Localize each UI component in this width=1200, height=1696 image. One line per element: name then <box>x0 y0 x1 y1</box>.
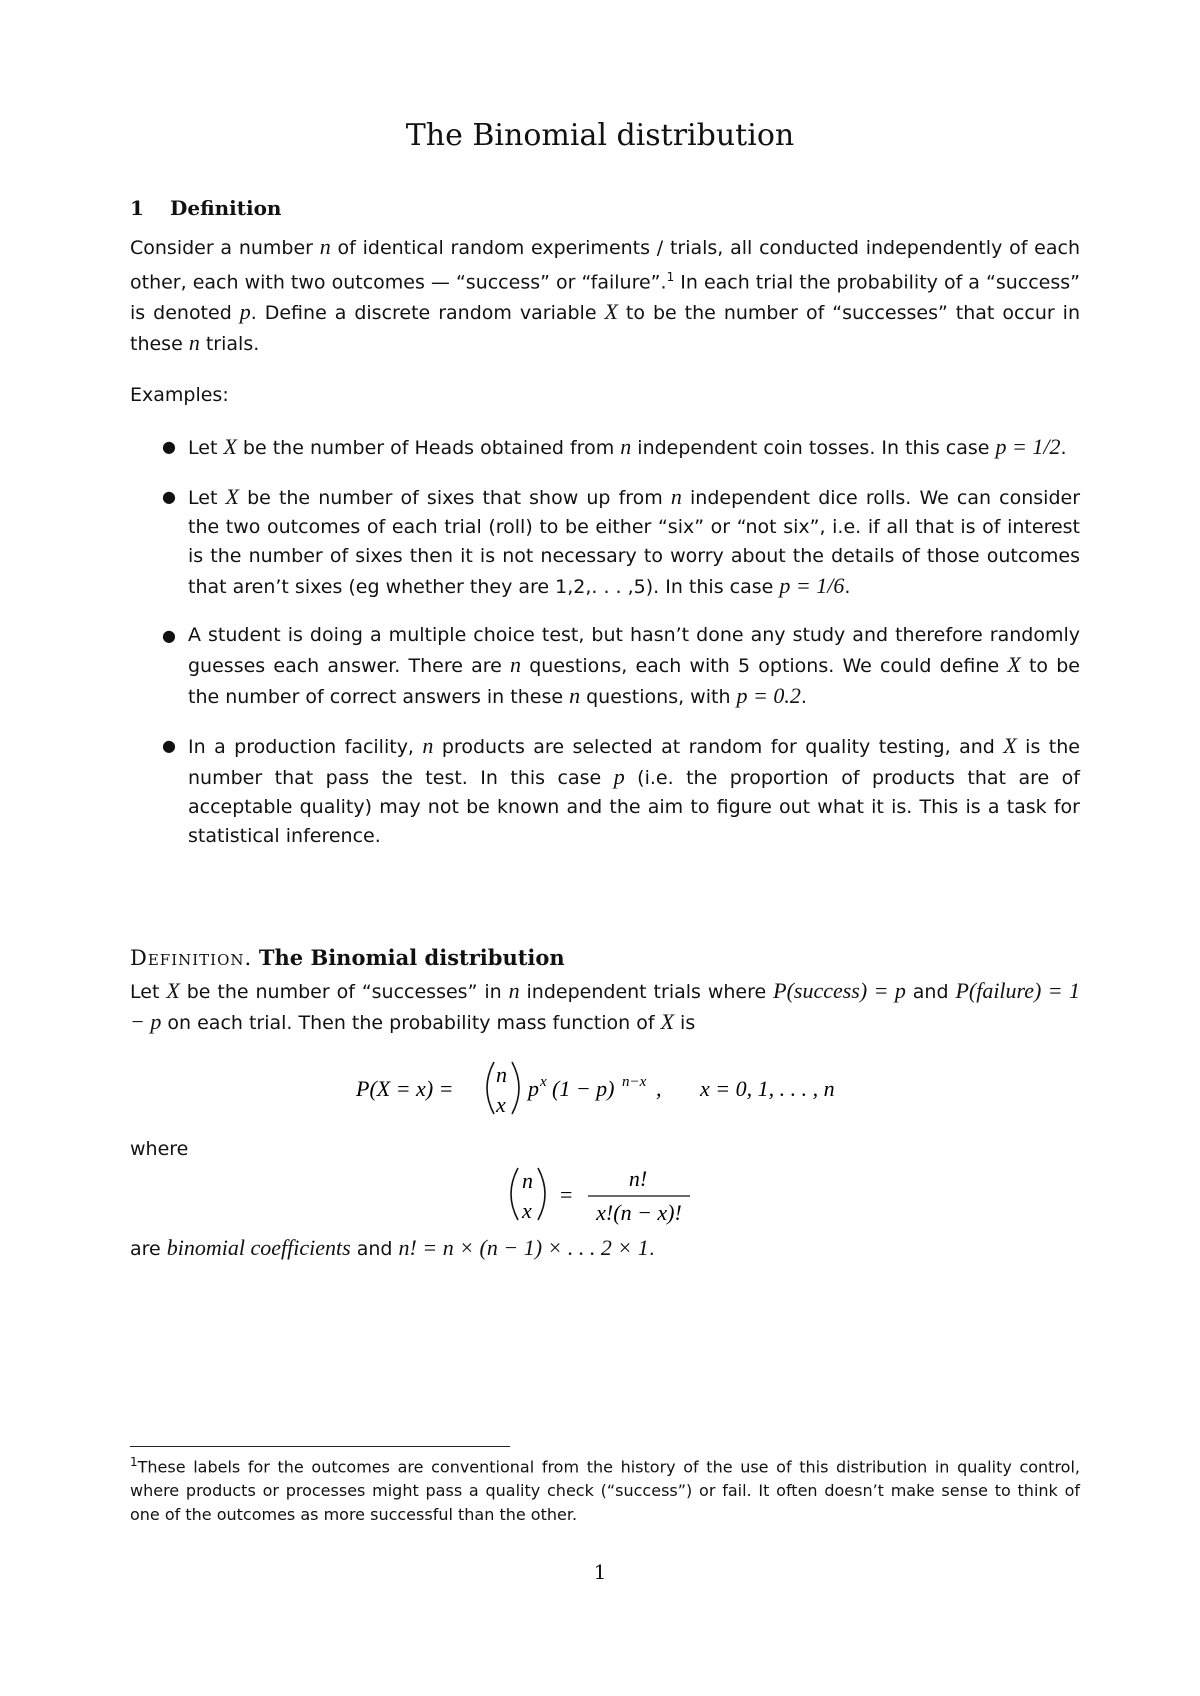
binom-right-paren <box>512 1062 519 1114</box>
bullet-icon: ● <box>162 736 176 755</box>
binomial-coefficient-equation <box>500 1156 700 1232</box>
definition-body: Let X be the number of “successes” in n independent trials where P(success) = p and P(failure) = 1 − p on each trial. Then the probability mass function of X is <box>130 978 1080 1034</box>
bullet-icon: ● <box>162 487 176 506</box>
svg-text:,: , <box>656 1076 662 1101</box>
footnote <box>130 1450 1080 1527</box>
section-number: 1 <box>130 196 144 220</box>
binom-left-paren <box>511 1168 518 1220</box>
binom-right-paren <box>538 1168 545 1220</box>
fraction-numerator: n! <box>628 1166 648 1191</box>
binom-bottom: x <box>496 1092 506 1117</box>
document-title: The Binomial distribution <box>405 118 795 153</box>
svg-text:n: n <box>522 1168 533 1193</box>
svg-text:n−x: n−x <box>622 1074 647 1090</box>
definition-title: The Binomial distribution <box>258 945 565 970</box>
svg-text:p: p <box>528 1076 539 1101</box>
list-item: ● Let X be the number of Heads obtained from n independent coin tosses. In this case p = 1/2. <box>162 434 1067 459</box>
bullet-icon: ● <box>162 626 176 645</box>
svg-text:x: x <box>540 1074 547 1090</box>
pmf-equation <box>356 1050 876 1126</box>
binom-left-paren <box>487 1062 494 1114</box>
binom-top: n <box>496 1062 507 1087</box>
list-item: ● Let X be the number of sixes that show up from n independent dice rolls. We can consider the two outcomes of each trial (roll) to be either “six” or “not six”, i.e. if all that is of interest is the number of sixes then it is not necessary to worry about the details of those outcomes that aren’t sixes (eg whether they are 1,2,. . . ,5). In this case p = 1/6. <box>162 484 1081 598</box>
examples-label: Examples: <box>130 384 229 406</box>
page-number: 1 <box>593 1560 607 1584</box>
definition-heading <box>130 945 565 970</box>
section-heading <box>130 196 281 220</box>
definition-label: Definition. <box>130 946 253 970</box>
pmf-range: x = 0, 1, . . . , n <box>700 1076 835 1101</box>
bullet-icon: ● <box>162 437 176 456</box>
svg-text:x: x <box>522 1198 532 1223</box>
binomial-coefficient-note: are binomial coefficients and n! = n × (n − 1) × . . . 2 × 1. <box>130 1235 655 1260</box>
intro-paragraph: Consider a number n of identical random experiments / trials, all conducted independently of each other, each with two outcomes — “success” or “failure”.$^1$ In each trial the probability of a “success” is denoted p. Define a discrete random variable X to be the number of “successes” that occur in these n trials. <box>130 234 1081 356</box>
footnote-marker: 1 <box>666 270 675 284</box>
where-label: where <box>130 1138 189 1160</box>
svg-text:(1 − p): (1 − p) <box>552 1076 615 1101</box>
footnote-divider <box>130 1446 510 1447</box>
examples-list <box>130 432 1080 870</box>
fraction-denominator: x!(n − x)! <box>596 1200 682 1225</box>
footnote-text: These labels for the outcomes are conventional from the history of the use of this distribution in quality control, where products or processes might pass a quality check (“success”) or fail. It often doesn’t make sense to think of one of the outcomes as more successful than the other. <box>130 1457 1080 1525</box>
list-item: ● A student is doing a multiple choice test, but hasn’t done any study and therefore randomly guesses each answer. There are n questions, each with 5 options. We could define X to be the number of correct answers in these n questions, with p = 0.2. <box>130 621 1080 712</box>
section-title: Definition <box>170 196 282 220</box>
pmf-lhs: P(X = x) = <box>356 1076 454 1101</box>
list-item: ● In a production facility, n products are selected at random for quality testing, and X is the number that pass the test. In this case p (i.e. the proportion of products that are of acceptable quality) may not be known and the aim to figure out what it is. This is a task for statistical inference. <box>162 733 1080 847</box>
svg-text:=: = <box>560 1182 573 1207</box>
footnote-number: 1 <box>130 1455 138 1469</box>
